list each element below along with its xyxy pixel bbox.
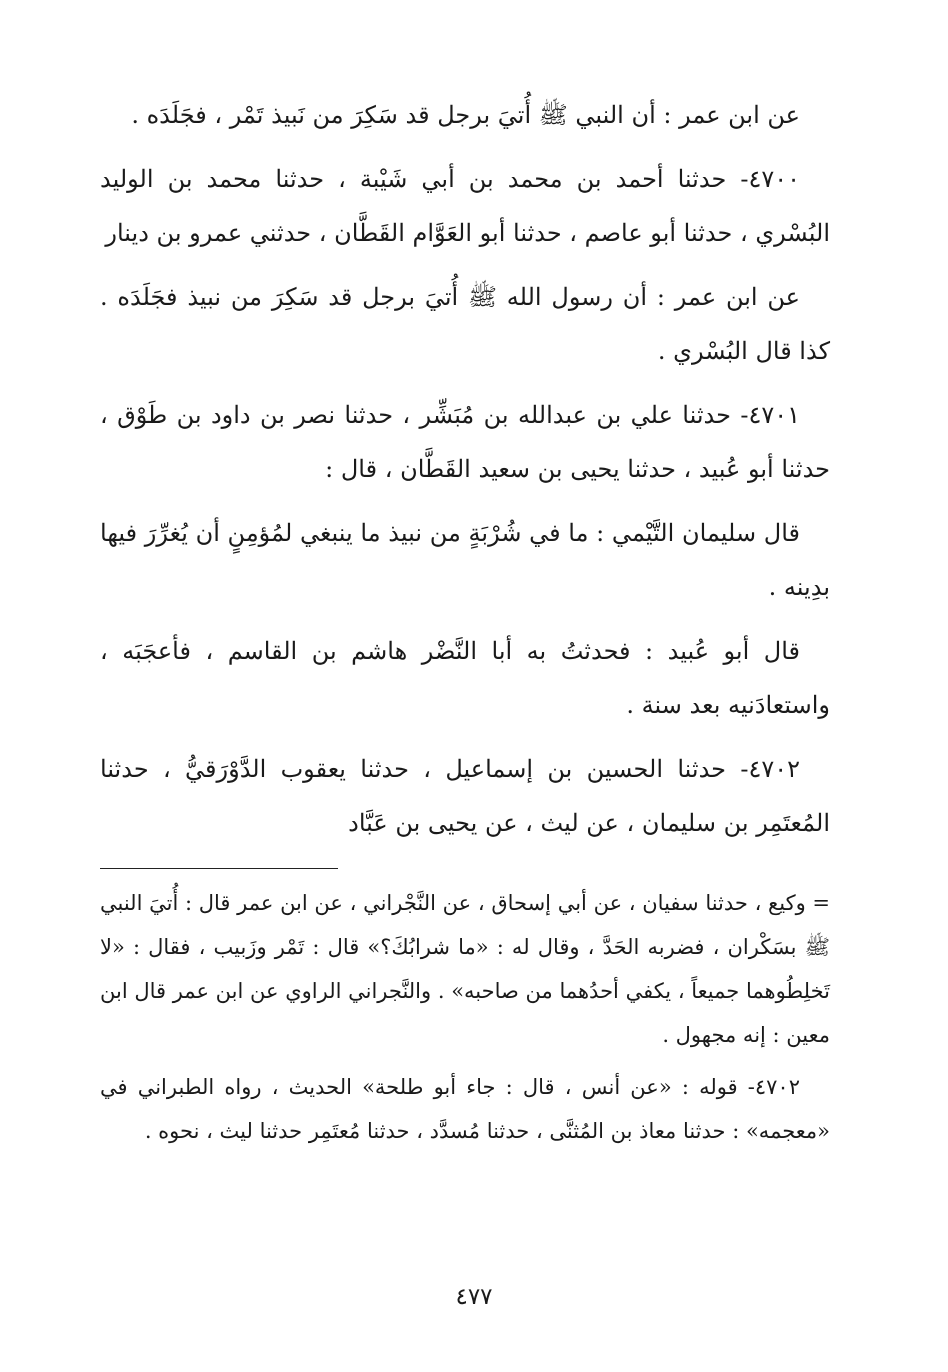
- page-number: ٤٧٧: [455, 1284, 493, 1310]
- paragraph-4700-matn: عن ابن عمر : أن رسول الله ﷺ أُتيَ برجل قد سَكِرَ من نبيذ فجَلَدَه . كذا قال البُسْري .: [100, 283, 830, 365]
- footnote-divider: [100, 868, 338, 869]
- paragraph-4701-matn: قال سليمان التَّيْمي : ما في شُرْبَةٍ من نبيذ ما ينبغي لمُؤمِنٍ أن يُغرِّرَ فيها بدِينه .: [100, 519, 830, 601]
- main-text: [100, 88, 830, 850]
- paragraph-abu-ubaid: قال أبو عُبيد : فحدثتُ به أبا النَّضْر هاشم بن القاسم ، فأعجَبَه ، واستعادَنيه بعد سنة .: [100, 637, 830, 719]
- footnote-continuation: = وكيع ، حدثنا سفيان ، عن أبي إسحاق ، عن النَّجْراني ، عن ابن عمر قال : أُتيَ النبي ﷺ بسَكْران ، فضربه الحَدَّ ، وقال له : «ما شرابُكَ؟» قال : تَمْر وزَبيب ، فقال : «لا تَخلِطُوهما جميعاً ، يكفي أحدُهما من صاحبه» . والنَّجراني الراوي عن ابن عمر قال ابن معين : إنه مجهول .: [100, 891, 830, 1047]
- paragraph-4701-isnad: ٤٧٠١- حدثنا علي بن عبدالله بن مُبَشِّر ، حدثنا نصر بن داود بن طَوْق ، حدثنا أبو عُبيد ، حدثنا يحيى بن سعيد القَطَّان ، قال :: [100, 401, 830, 483]
- paragraph-4702-isnad: ٤٧٠٢- حدثنا الحسين بن إسماعيل ، حدثنا يعقوب الدَّوْرَقيُّ ، حدثنا المُعتَمِر بن سليمان ، عن ليث ، عن يحيى بن عَبَّاد: [100, 755, 830, 837]
- footnote-4702: ٤٧٠٢- قوله : «عن أنس ، قال : جاء أبو طلحة» الحديث ، رواه الطبراني في «معجمه» : حدثنا معاذ بن المُثنَّى ، حدثنا مُسدَّد ، حدثنا مُعتَمِر حدثنا ليث ، نحوه .: [100, 1075, 830, 1143]
- document-page: [100, 88, 830, 1161]
- footnotes: [100, 881, 830, 1153]
- paragraph-4700-isnad: ٤٧٠٠- حدثنا أحمد بن محمد بن أبي شَيْبة ، حدثنا محمد بن الوليد البُسْري ، حدثنا أبو عاصم ، حدثنا أبو العَوَّام القَطَّان ، حدثني عمرو بن دينار: [100, 165, 830, 247]
- paragraph-hadith-intro: عن ابن عمر : أن النبي ﷺ أُتيَ برجل قد سَكِرَ من نَبيذ تَمْر ، فجَلَدَه .: [131, 101, 800, 129]
